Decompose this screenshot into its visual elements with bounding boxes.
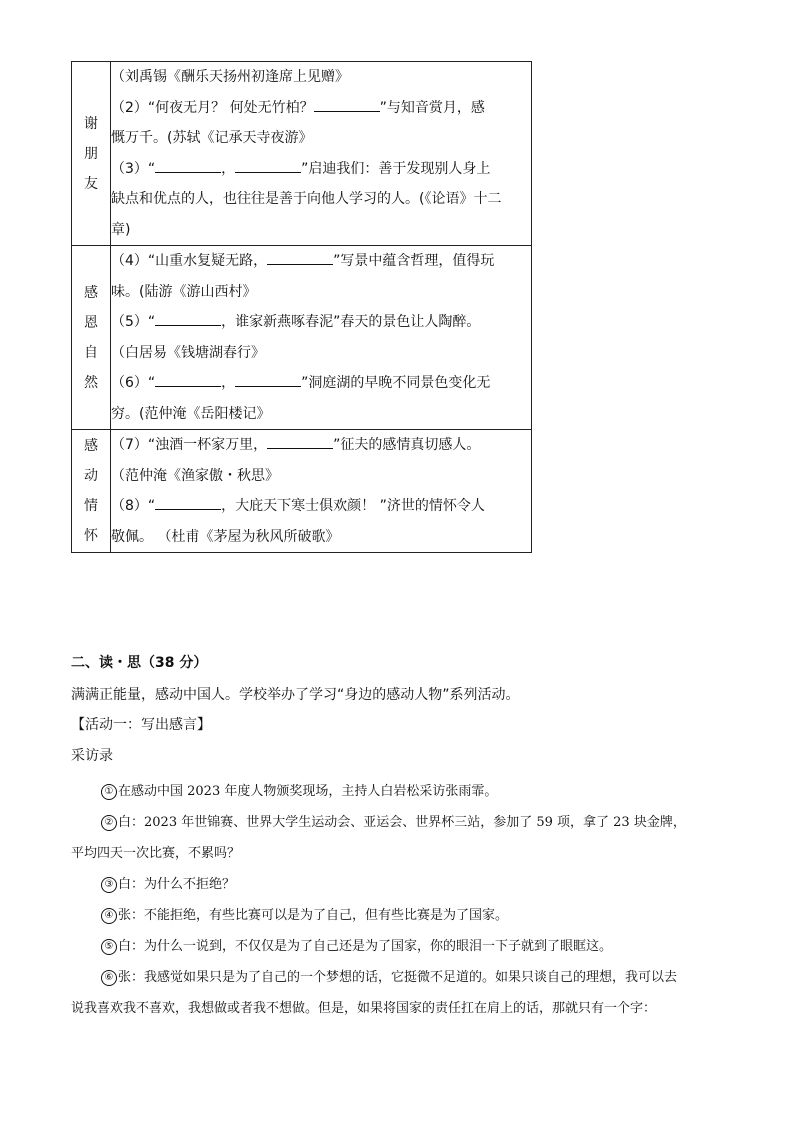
fill-in-blank xyxy=(267,434,333,449)
item-line xyxy=(111,123,531,154)
item-text: （白居易《钱塘湖春行》 xyxy=(111,344,265,361)
item-text: （刘禹锡《酬乐天扬州初逢席上见赠》 xyxy=(111,69,349,85)
item-text: ”写景中蕴含哲理，值得玩 xyxy=(333,253,495,269)
item-text: （7）“浊酒一杯家万里， xyxy=(111,437,268,453)
item-text: ”洞庭湖的早晚不同景色变化无 xyxy=(301,375,491,391)
category-cell xyxy=(72,246,111,430)
item-line xyxy=(111,215,531,246)
fill-in-blank xyxy=(155,372,221,387)
interview-line xyxy=(71,962,721,993)
category-char: 谢 xyxy=(84,115,98,132)
interview-line xyxy=(71,776,721,807)
paragraph-number: ④ xyxy=(101,908,117,924)
items-cell xyxy=(111,246,532,430)
interview-line xyxy=(71,838,721,869)
item-text: （2）“何夜无月？ 何处无竹柏？ xyxy=(111,99,314,116)
item-line xyxy=(111,338,531,369)
fill-in-blank xyxy=(314,97,380,112)
category-char: 自 xyxy=(84,344,98,361)
item-line xyxy=(111,93,531,124)
interview-text: 白：2023 年世锦赛、世界大学生运动会、亚运会、世界杯三站，参加了 59 项，拿了 23 块金牌， xyxy=(118,815,686,830)
interview-text: 平均四天一次比赛，不累吗？ xyxy=(71,846,241,861)
item-text: 敬佩。 （杜甫《茅屋为秋风所破歌》 xyxy=(111,528,340,545)
interview-line xyxy=(71,993,721,1024)
category-char: 感 xyxy=(84,438,98,454)
item-line xyxy=(111,154,531,185)
item-line xyxy=(111,277,531,308)
table-row xyxy=(72,430,532,553)
category-char: 朋 xyxy=(84,145,98,162)
item-text: 缺点和优点的人，也往往是善于向他人学习的人。(《论语》十二 xyxy=(111,191,502,207)
item-text: ， xyxy=(221,160,236,177)
category-char: 情 xyxy=(84,498,98,514)
category-cell xyxy=(72,62,111,246)
category-char: 动 xyxy=(84,468,98,484)
interview-text: 白：为什么不拒绝？ xyxy=(118,877,236,892)
item-text: ”征夫的感情真切感人。 xyxy=(333,437,481,453)
item-text: ， xyxy=(221,375,236,391)
item-text: （范仲淹《渔家傲・秋思》 xyxy=(111,467,279,484)
table-row xyxy=(72,62,532,246)
interview-transcript xyxy=(71,776,721,1024)
item-line xyxy=(111,307,531,338)
item-text: 章) xyxy=(111,221,131,238)
paragraph-number: ⑤ xyxy=(101,939,117,955)
interview-text: 在感动中国 2023 年度人物颁奖现场，主持人白岩松采访张雨霏。 xyxy=(118,784,498,799)
section-title: 二、读・思（38 分） xyxy=(71,655,208,671)
item-text: 穷。(范仲淹《岳阳楼记》 xyxy=(111,405,271,422)
fill-in-blank xyxy=(235,372,301,387)
interview-line xyxy=(71,900,721,931)
item-line xyxy=(111,522,531,553)
item-text: 慨万千。(苏轼《记承天寺夜游》 xyxy=(111,130,313,146)
paragraph-number: ① xyxy=(101,784,117,800)
category-char: 然 xyxy=(84,374,98,391)
paragraph-number: ② xyxy=(101,815,117,831)
item-text: （4）“山重水复疑无路， xyxy=(111,253,268,269)
interview-text: 白：为什么一说到，不仅仅是为了自己还是为了国家，你的眼泪一下子就到了眼眶这。 xyxy=(118,939,613,954)
item-line xyxy=(111,246,531,277)
fill-in-blank xyxy=(235,158,301,173)
item-text: （5）“ xyxy=(111,314,156,330)
item-line xyxy=(111,62,531,93)
item-text: 味。(陆游《游山西村》 xyxy=(111,283,257,300)
item-line xyxy=(111,184,531,215)
section-intro: 满满正能量，感动中国人。学校举办了学习“身边的感动人物”系列活动。 xyxy=(71,687,520,703)
items-cell xyxy=(111,62,532,246)
fill-in-blank xyxy=(155,495,221,510)
item-line xyxy=(111,368,531,399)
items-cell xyxy=(111,430,532,553)
category-cell xyxy=(72,430,111,553)
interview-text: 张：不能拒绝，有些比赛可以是为了自己，但有些比赛是为了国家。 xyxy=(118,908,509,923)
poem-fill-table xyxy=(71,61,532,553)
item-line xyxy=(111,430,531,461)
table-row xyxy=(72,246,532,430)
paragraph-number: ③ xyxy=(101,877,117,893)
item-line xyxy=(111,461,531,492)
category-char: 友 xyxy=(84,175,98,192)
category-char: 恩 xyxy=(84,314,98,331)
category-char: 感 xyxy=(84,284,98,301)
interview-line xyxy=(71,931,721,962)
item-text: （3）“ xyxy=(111,160,156,177)
interview-line xyxy=(71,869,721,900)
fill-in-blank xyxy=(155,158,221,173)
item-text: （6）“ xyxy=(111,375,156,391)
paragraph-number: ⑥ xyxy=(101,970,117,986)
fill-in-blank xyxy=(267,250,333,265)
item-text: （8）“ xyxy=(111,498,156,514)
item-text: ”与知音赏月，感 xyxy=(379,99,485,116)
interview-line xyxy=(71,807,721,838)
item-line xyxy=(111,491,531,522)
item-text: ，大庇天下寒士俱欢颜！ ”济世的情怀令人 xyxy=(221,498,485,514)
fill-in-blank xyxy=(155,311,221,326)
item-line xyxy=(111,399,531,430)
interview-text: 说我喜欢我不喜欢，我想做或者我不想做。但是，如果将国家的责任扛在肩上的话，那就只有一个字： xyxy=(71,1001,657,1016)
item-text: ，谁家新燕啄春泥”春天的景色让人陶醉。 xyxy=(221,314,481,330)
item-text: ”启迪我们：善于发现别人身上 xyxy=(301,160,491,177)
activity-heading: 【活动一：写出感言】 xyxy=(71,717,211,733)
interview-record-label: 采访录 xyxy=(71,748,113,764)
category-char: 怀 xyxy=(84,528,98,544)
interview-text: 张：我感觉如果只是为了自己的一个梦想的话，它挺微不足道的。如果只谈自己的理想，我可以去 xyxy=(118,970,678,985)
